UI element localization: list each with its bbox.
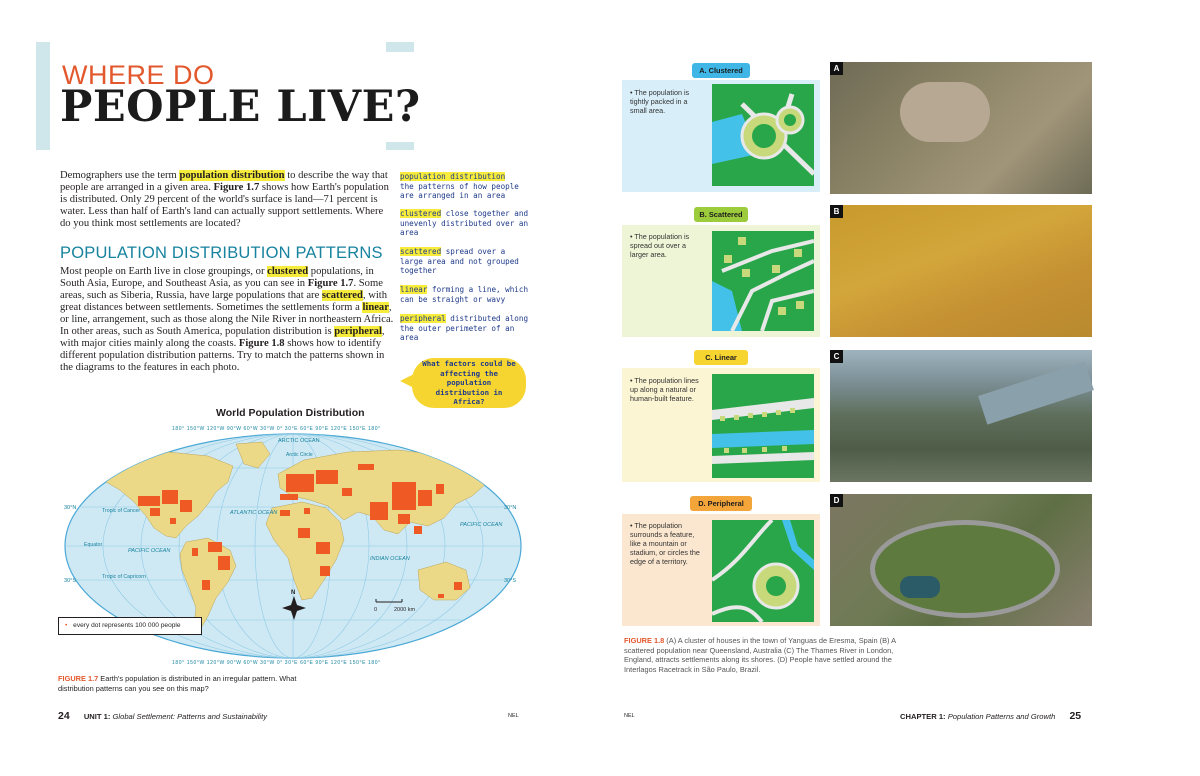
glossary-definition: spread over a large area and not grouped together — [400, 247, 519, 276]
figure-label: FIGURE 1.7 — [58, 674, 99, 683]
lat-label: 30°S — [64, 578, 76, 584]
unit-title: Global Settlement: Patterns and Sustainability — [110, 712, 267, 721]
glossary-definition: the patterns of how people are arranged in an area — [400, 181, 519, 201]
term-clustered: clustered — [267, 266, 309, 277]
glossary-term: linear — [400, 285, 428, 294]
section-paragraph — [60, 266, 394, 374]
body-text: , with great distances between settlements. Sometimes the settlements form a — [60, 290, 388, 313]
lake — [900, 576, 940, 598]
footer-right — [900, 710, 1081, 722]
page-number: 24 — [58, 710, 70, 722]
map-title: World Population Distribution — [216, 407, 365, 419]
body-text: populations, in South Asia, Europe, and Southeast Asia, as you can see in — [60, 266, 374, 289]
atlantic-label: ATLANTIC OCEAN — [230, 510, 278, 516]
body-text: , with major cities mainly along the coasts. — [60, 326, 385, 349]
photo-clustered — [830, 62, 1092, 194]
pattern-tag: D. Peripheral — [690, 496, 752, 511]
figure-label: FIGURE 1.8 — [624, 636, 665, 645]
map-top-scale: 180° 150°W 120°W 90°W 60°W 30°W 0° 30°E 60°E 90°E 120°E 150°E 180° — [172, 426, 381, 432]
river — [978, 361, 1094, 424]
figure-ref: Figure 1.7 — [307, 278, 354, 289]
body-text: , or line, arrangement, such as those along the Nile River in northeastern Africa. In other areas, such as South America, population distribution is — [60, 302, 394, 337]
page-number: 25 — [1069, 710, 1082, 722]
tropic-capricorn-label: Tropic of Capricorn — [102, 574, 146, 580]
pattern-text: The population surrounds a feature, like a mountain or stadium, or circles the edge of a territory. — [630, 521, 700, 566]
glossary-term: peripheral — [400, 314, 446, 323]
intro-text: shows how Earth's population is distributed. Only 29 percent of the world's surface is land—71 percent is water. Less than half of Earth's land can actually support settlements. Where do you think most settlements are located? — [60, 182, 389, 229]
photo-label: C — [830, 350, 843, 363]
photo-label: D — [830, 494, 843, 507]
pattern-panel-peripheral — [622, 494, 820, 626]
section-heading: POPULATION DISTRIBUTION PATTERNS — [60, 244, 383, 262]
pattern-description: • The population surrounds a feature, like a mountain or stadium, or circles the edge of a territory. — [630, 521, 700, 566]
dot-icon: • — [65, 622, 68, 629]
pattern-text: The population is tightly packed in a small area. — [630, 88, 690, 115]
north-label: N — [291, 590, 296, 596]
glossary-entry — [400, 172, 530, 201]
tropic-cancer-label: Tropic of Cancer — [102, 508, 141, 514]
glossary-term: clustered — [400, 209, 442, 218]
glossary-definition: close together and unevenly distributed over an area — [400, 209, 529, 238]
glossary-entry — [400, 209, 530, 238]
nel-mark: NEL — [624, 713, 635, 719]
clustered-diagram — [712, 84, 814, 186]
term-scattered: scattered — [321, 290, 363, 301]
town-cluster — [900, 82, 990, 142]
glossary-entry — [400, 247, 530, 276]
term-peripheral: peripheral — [334, 326, 382, 337]
glossary-entry — [400, 285, 530, 304]
photo-linear — [830, 350, 1092, 482]
glossary-term: scattered — [400, 247, 442, 256]
intro-paragraph — [60, 170, 390, 230]
peripheral-diagram — [712, 520, 814, 622]
figure-caption — [624, 636, 896, 674]
photo-scattered — [830, 205, 1092, 337]
indian-ocean-label: INDIAN OCEAN — [370, 556, 410, 562]
figure-ref: Figure 1.8 — [238, 338, 285, 349]
scattered-diagram — [712, 231, 814, 331]
scale-distance: 2000 km — [394, 607, 416, 613]
title-line-1: WHERE DO — [62, 60, 215, 90]
body-text: shows how to identify different population distribution patterns. Try to match the patterns shown in the diagrams to the features in each photo. — [60, 338, 385, 373]
pattern-description: • The population is tightly packed in a small area. — [630, 88, 690, 115]
pattern-description: • The population lines up along a natural or human-built feature. — [630, 376, 699, 403]
intro-text: Demographers use the term — [60, 170, 180, 181]
term-linear: linear — [362, 302, 389, 313]
legend-text: every dot represents 100 000 people — [73, 622, 181, 629]
figure-caption — [58, 674, 308, 693]
map-legend — [58, 617, 202, 635]
body-text: . Some areas, such as Siberia, Russia, have large populations that are — [60, 278, 383, 301]
chapter-title: Population Patterns and Growth — [945, 712, 1056, 721]
photo-peripheral — [830, 494, 1092, 626]
figure-ref: Figure 1.7 — [213, 182, 260, 193]
pattern-panel-clustered — [622, 60, 820, 192]
scale-zero: 0 — [374, 607, 378, 613]
photo-label: B — [830, 205, 843, 218]
photo-label: A — [830, 62, 843, 75]
glossary-definition: distributed along the outer perimeter of an area — [400, 314, 529, 343]
footer-left — [58, 710, 267, 722]
caption-text: Earth's population is distributed in an irregular pattern. What distribution patterns can you see on this map? — [58, 674, 297, 693]
pattern-text: The population is spread out over a larger area. — [630, 232, 690, 259]
intro-text: to describe the way that people are arranged in a given area. — [60, 170, 388, 193]
arctic-ocean-label: ARCTIC OCEAN — [278, 438, 320, 444]
term-population-distribution: population distribution — [179, 170, 285, 181]
arctic-circle-label: Arctic Circle — [286, 452, 313, 458]
equator-label: Equator — [84, 542, 103, 548]
racetrack — [870, 520, 1060, 618]
glossary-definition: forming a line, which can be straight or wavy — [400, 285, 529, 304]
pacific-label: PACIFIC OCEAN — [128, 548, 171, 554]
lat-label: 30°S — [504, 578, 516, 584]
question-bubble — [412, 358, 526, 408]
glossary-term: population distribution — [400, 172, 506, 181]
pattern-panel-scattered — [622, 205, 820, 337]
pattern-panel-linear — [622, 350, 820, 482]
lat-label: 30°N — [504, 505, 517, 511]
lat-label: 30°N — [64, 505, 77, 511]
unit-label: UNIT 1: — [83, 712, 111, 721]
map-bottom-scale: 180° 150°W 120°W 90°W 60°W 30°W 0° 30°E 60°E 90°E 120°E 150°E 180° — [172, 660, 381, 666]
body-text: Most people on Earth live in close groupings, or — [60, 266, 268, 277]
pattern-text: The population lines up along a natural or human-built feature. — [630, 376, 699, 403]
pattern-tag: C. Linear — [694, 350, 748, 365]
page-title: PEOPLE LIVE? — [60, 82, 421, 132]
pattern-description: • The population is spread out over a larger area. — [630, 232, 690, 259]
pattern-tag: A. Clustered — [692, 63, 750, 78]
linear-diagram — [712, 374, 814, 478]
pacific-label: PACIFIC OCEAN — [460, 522, 503, 528]
caption-text: (A) A cluster of houses in the town of Yanguas de Eresma, Spain (B) A scattered population near Queensland, Australia (C) The Thames River in London, England, attracts settlements along its shores. (D) People have settled around the Interlagos Racetrack in São Paulo, Brazil. — [624, 636, 896, 674]
chapter-label: CHAPTER 1: — [900, 712, 946, 721]
question-text: What factors could be affecting the population distribution in Africa? — [422, 359, 516, 407]
nel-mark: NEL — [508, 713, 519, 719]
pattern-tag: B. Scattered — [694, 207, 748, 222]
glossary-entry — [400, 314, 530, 343]
